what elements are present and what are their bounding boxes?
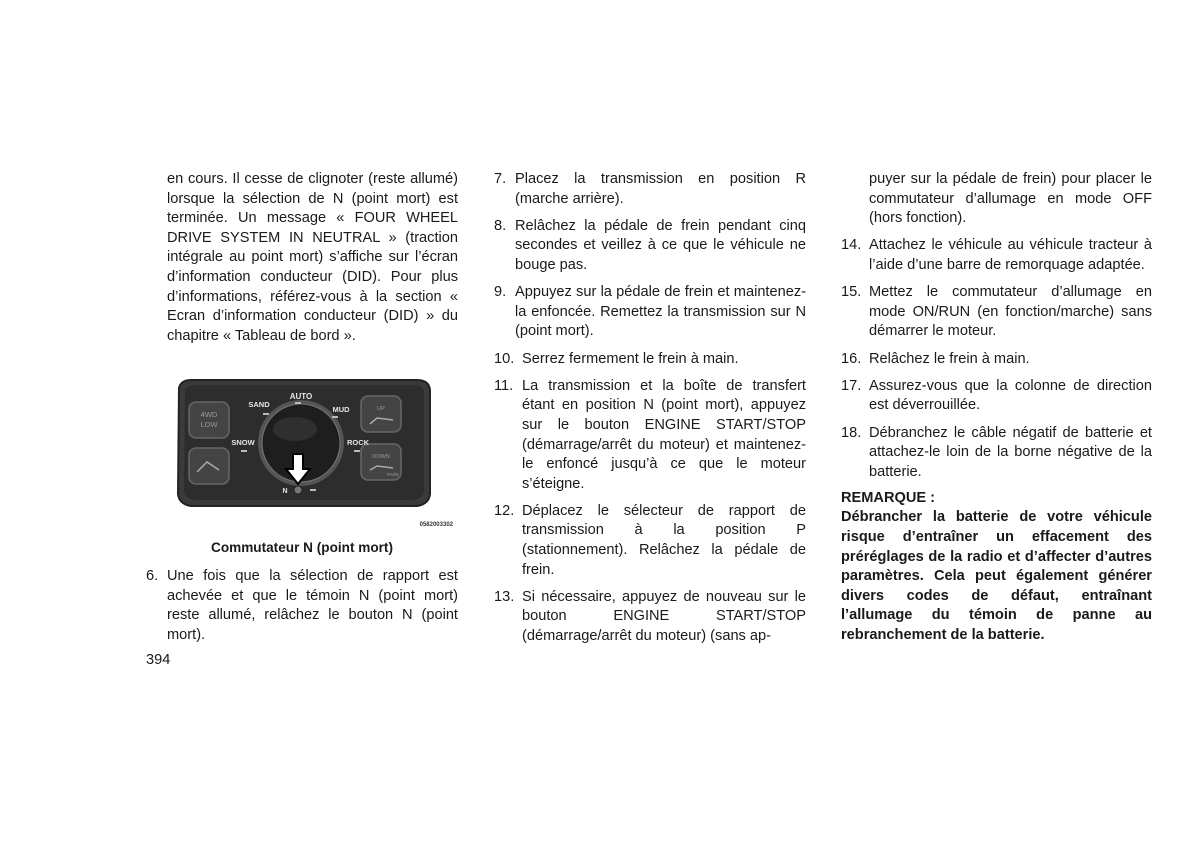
list-item-7 — [494, 170, 806, 209]
list-number: 9. — [494, 284, 507, 301]
auto-label: AUTO — [289, 392, 313, 401]
list-item-6 — [146, 567, 458, 645]
terrain-selector-illustration — [167, 374, 458, 534]
list-number: 15. — [841, 284, 862, 301]
sand-label: SAND — [248, 400, 270, 409]
list-text: Placez la transmission en position R (marche arrière). — [515, 171, 806, 207]
list-number: 7. — [494, 171, 507, 187]
air-suspension-up-button — [361, 396, 401, 432]
list-item-10 — [494, 350, 806, 370]
list-item-11 — [494, 377, 806, 495]
figure-caption: Commutateur N (point mort) — [211, 540, 393, 555]
list-number: 10. — [494, 350, 515, 367]
list-number: 8. — [494, 217, 507, 234]
list-text: Relâchez le frein à main. — [869, 350, 1030, 367]
rock-label: ROCK — [346, 438, 370, 447]
list-number: 6. — [146, 568, 159, 584]
column-1 — [167, 170, 458, 346]
snow-label: SNOW — [231, 438, 255, 447]
list-number: 12. — [494, 502, 515, 519]
mud-label: MUD — [332, 405, 350, 414]
figure-code: 0582003302 — [419, 522, 453, 528]
list-text: Serrez fermement le frein à main. — [522, 350, 739, 367]
list-number: 11. — [494, 377, 514, 394]
list-number: 14. — [841, 237, 862, 254]
n-button — [294, 486, 302, 494]
list-item-15 — [841, 283, 1152, 342]
list-text: Attachez le véhicule au véhicule tracteur à l’aide d’une barre de remorquage adaptée. — [869, 237, 1152, 273]
list-number: 17. — [841, 377, 862, 394]
list-item-9 — [494, 283, 806, 342]
n-label: N — [282, 488, 288, 495]
column-3 — [841, 170, 1152, 646]
list-text: Débranchez le câble négatif de batterie et attachez-le loin de la borne négative de la batterie. — [869, 424, 1152, 480]
continued-item-text: puyer sur la pédale de frein) pour placer le commutateur d’allumage en mode OFF (hors fonction). — [869, 171, 1152, 227]
list-text: La transmission et la boîte de transfert étant en position N (point mort), appuyez sur le bouton ENGINE START/STOP (démarrage/arrêt du moteur) et maintenez-le enfoncé jusqu’à ce que le moteur s’éteigne. — [522, 377, 806, 492]
list-text: Relâchez la pédale de frein pendant cinq secondes et veillez à ce que le véhicule ne bouge pas. — [515, 217, 806, 273]
list-text: Assurez-vous que la colonne de direction est déverrouillée. — [869, 377, 1152, 414]
column-2 — [494, 170, 806, 654]
n-switch-figure — [167, 374, 458, 534]
down-label: DOWN — [372, 454, 390, 460]
list-item-13 — [494, 588, 806, 647]
list-text: Déplacez le sélecteur de rapport de transmission à la position P (stationnement). Relâchez la pédale de frein. — [522, 502, 806, 578]
4wd-label: 4WD — [200, 410, 218, 419]
list-number: 16. — [841, 350, 862, 367]
list-item-17 — [841, 377, 1152, 416]
page-number: 394 — [146, 652, 171, 668]
up-label: UP — [377, 406, 385, 412]
list-item-12 — [494, 502, 806, 580]
low-label: LOW — [200, 420, 218, 429]
remark-text: Débrancher la batterie de votre véhicule risque d’entraîner un effacement des préréglages de la radio et d’affecter d’autres paramètres. Cela peut également générer divers codes de défaut, entraînant l’allumage du témoin de panne au rebranchement de la batterie. — [841, 509, 1152, 644]
list-text: Une fois que la sélection de rapport est achevée et que le témoin N (point mort) reste allumé, relâchez le bouton N (point mort). — [167, 568, 458, 643]
list-item-8 — [494, 217, 806, 276]
list-item-14 — [841, 236, 1152, 275]
remark-heading: REMARQUE : — [841, 489, 936, 506]
list-text: Si nécessaire, appuyez de nouveau sur le bouton ENGINE START/STOP (démarrage/arrêt du moteur) (sans ap- — [522, 588, 806, 645]
list-item-16 — [841, 350, 1152, 370]
list-number: 13. — [494, 588, 515, 605]
list-text: Appuyez sur la pédale de frein et maintenez-la enfoncée. Remettez la transmission sur N (point mort). — [515, 284, 806, 340]
list-text: Mettez le commutateur d’allumage en mode ON/RUN (en fonction/marche) sans démarrer le moteur. — [869, 284, 1152, 340]
park-label: PARK — [387, 472, 399, 477]
hill-descent-button — [189, 448, 229, 484]
continued-paragraph: en cours. Il cesse de clignoter (reste allumé) lorsque la sélection de N (point mort) est terminée. Un message « FOUR WHEEL DRIVE SYSTEM IN NEUTRAL » (traction intégrale au point mort) s’affiche sur l’écran d’information conducteur (DID). Pour plus d’informations, référez-vous à la section « Ecran d’information conducteur (DID) » du chapitre « Tableau de bord ». — [167, 171, 458, 344]
list-number: 18. — [841, 424, 862, 441]
list-item-18 — [841, 424, 1152, 483]
